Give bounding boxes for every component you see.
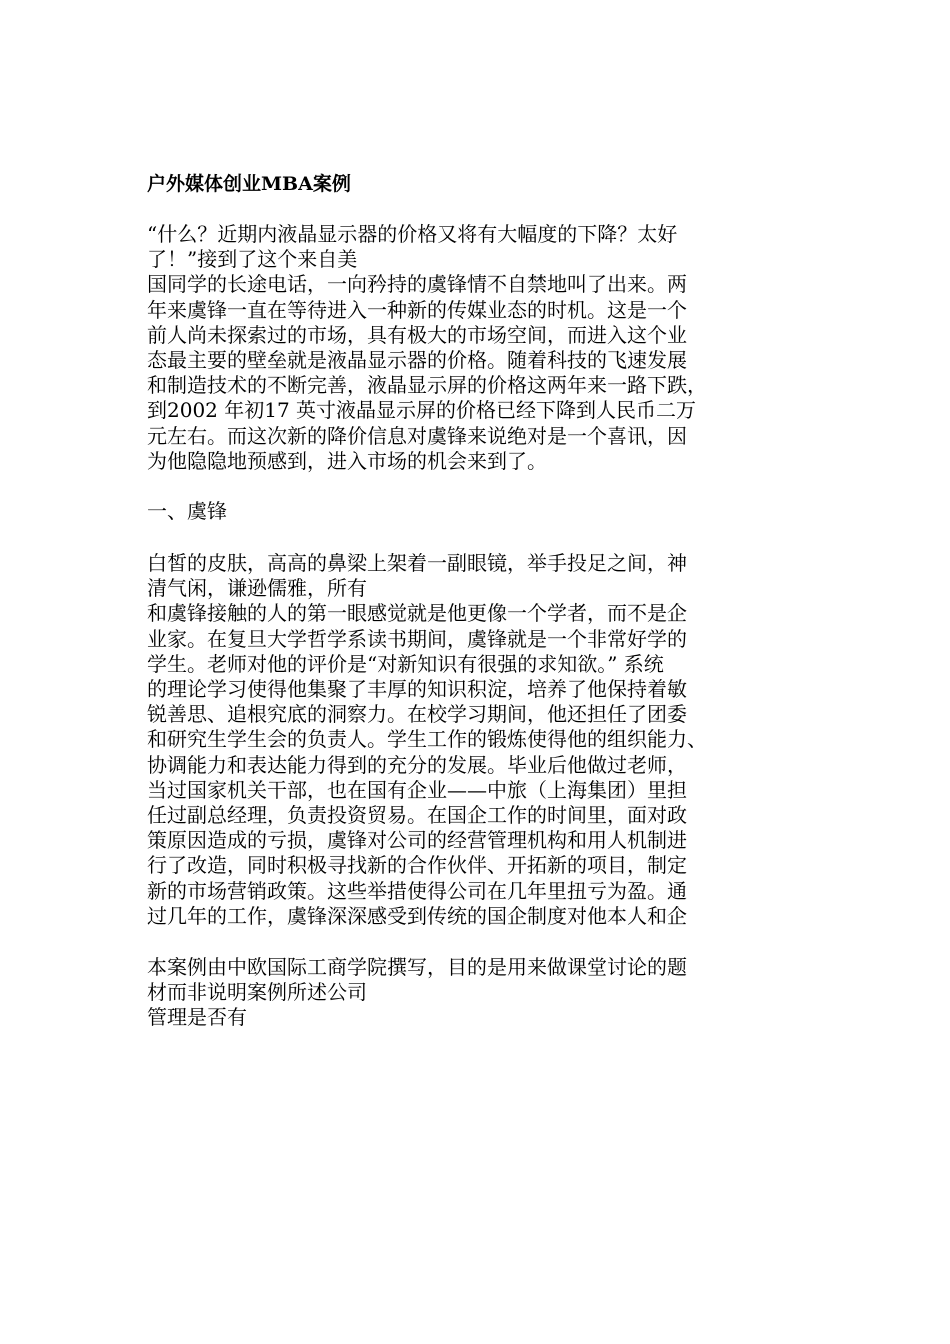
body-line: 的理论学习使得他集聚了丰厚的知识积淀，培养了他保持着敏 [147,677,687,702]
footnote-line: 本案例由中欧国际工商学院撰写，目的是用来做课堂讨论的题 [147,955,687,980]
intro-line: 国同学的长途电话，一向矜持的虞锋情不自禁地叫了出来。两 [147,272,687,297]
intro-paragraph [147,222,812,474]
body-line: 新的市场营销政策。这些举措使得公司在几年里扭亏为盈。通 [147,878,687,903]
body-line: 任过副总经理，负责投资贸易。在国企工作的时间里，面对政 [147,803,687,828]
footnote-line: 材而非说明案例所述公司 [147,980,367,1005]
intro-line: 了！”接到了这个来自美 [147,247,358,272]
intro-line: 为他隐隐地预感到，进入市场的机会来到了。 [147,448,547,473]
footnote [147,955,812,1031]
body-paragraph [147,551,812,929]
intro-line: 年来虞锋一直在等待进入一种新的传媒业态的时机。这是一个 [147,297,687,322]
document-title: 户外媒体创业MBA案例 [147,173,351,195]
intro-line: 和制造技术的不断完善，液晶显示屏的价格这两年来一路下跌， [147,373,707,398]
body-line: 白皙的皮肤，高高的鼻梁上架着一副眼镜，举手投足之间，神 [147,551,687,576]
body-line: 和虞锋接触的人的第一眼感觉就是他更像一个学者，而不是企 [147,601,687,626]
intro-line: 前人尚未探索过的市场，具有极大的市场空间，而进入这个业 [147,322,687,347]
body-line: 和研究生学生会的负责人。学生工作的锻炼使得他的组织能力、 [147,727,707,752]
body-line: 锐善思、追根究底的洞察力。在校学习期间，他还担任了团委 [147,702,687,727]
body-line: 学生。老师对他的评价是“对新知识有很强的求知欲。” 系统 [147,651,664,676]
intro-line: “什么？近期内液晶显示器的价格又将有大幅度的下降？太好 [147,222,678,246]
document-page [147,166,812,1031]
body-line: 业家。在复旦大学哲学系读书期间，虞锋就是一个非常好学的 [147,626,687,651]
intro-line: 元左右。而这次新的降价信息对虞锋来说绝对是一个喜讯，因 [147,423,687,448]
body-line: 过几年的工作，虞锋深深感受到传统的国企制度对他本人和企 [147,903,687,928]
body-line: 协调能力和表达能力得到的充分的发展。毕业后他做过老师， [147,752,687,777]
body-line: 策原因造成的亏损，虞锋对公司的经营管理机构和用人机制进 [147,828,687,853]
body-line: 清气闲，谦逊儒雅，所有 [147,576,367,601]
body-line: 当过国家机关干部，也在国有企业——中旅（上海集团）里担 [147,777,687,802]
intro-line: 态最主要的壁垒就是液晶显示器的价格。随着科技的飞速发展 [147,348,687,373]
footnote-line: 管理是否有 [147,1005,247,1030]
body-line: 行了改造，同时积极寻找新的合作伙伴、开拓新的项目，制定 [147,853,687,878]
intro-line: 到2002 年初17 英寸液晶显示屏的价格已经下降到人民币二万 [147,398,697,423]
section-heading: 一、虞锋 [147,499,227,524]
